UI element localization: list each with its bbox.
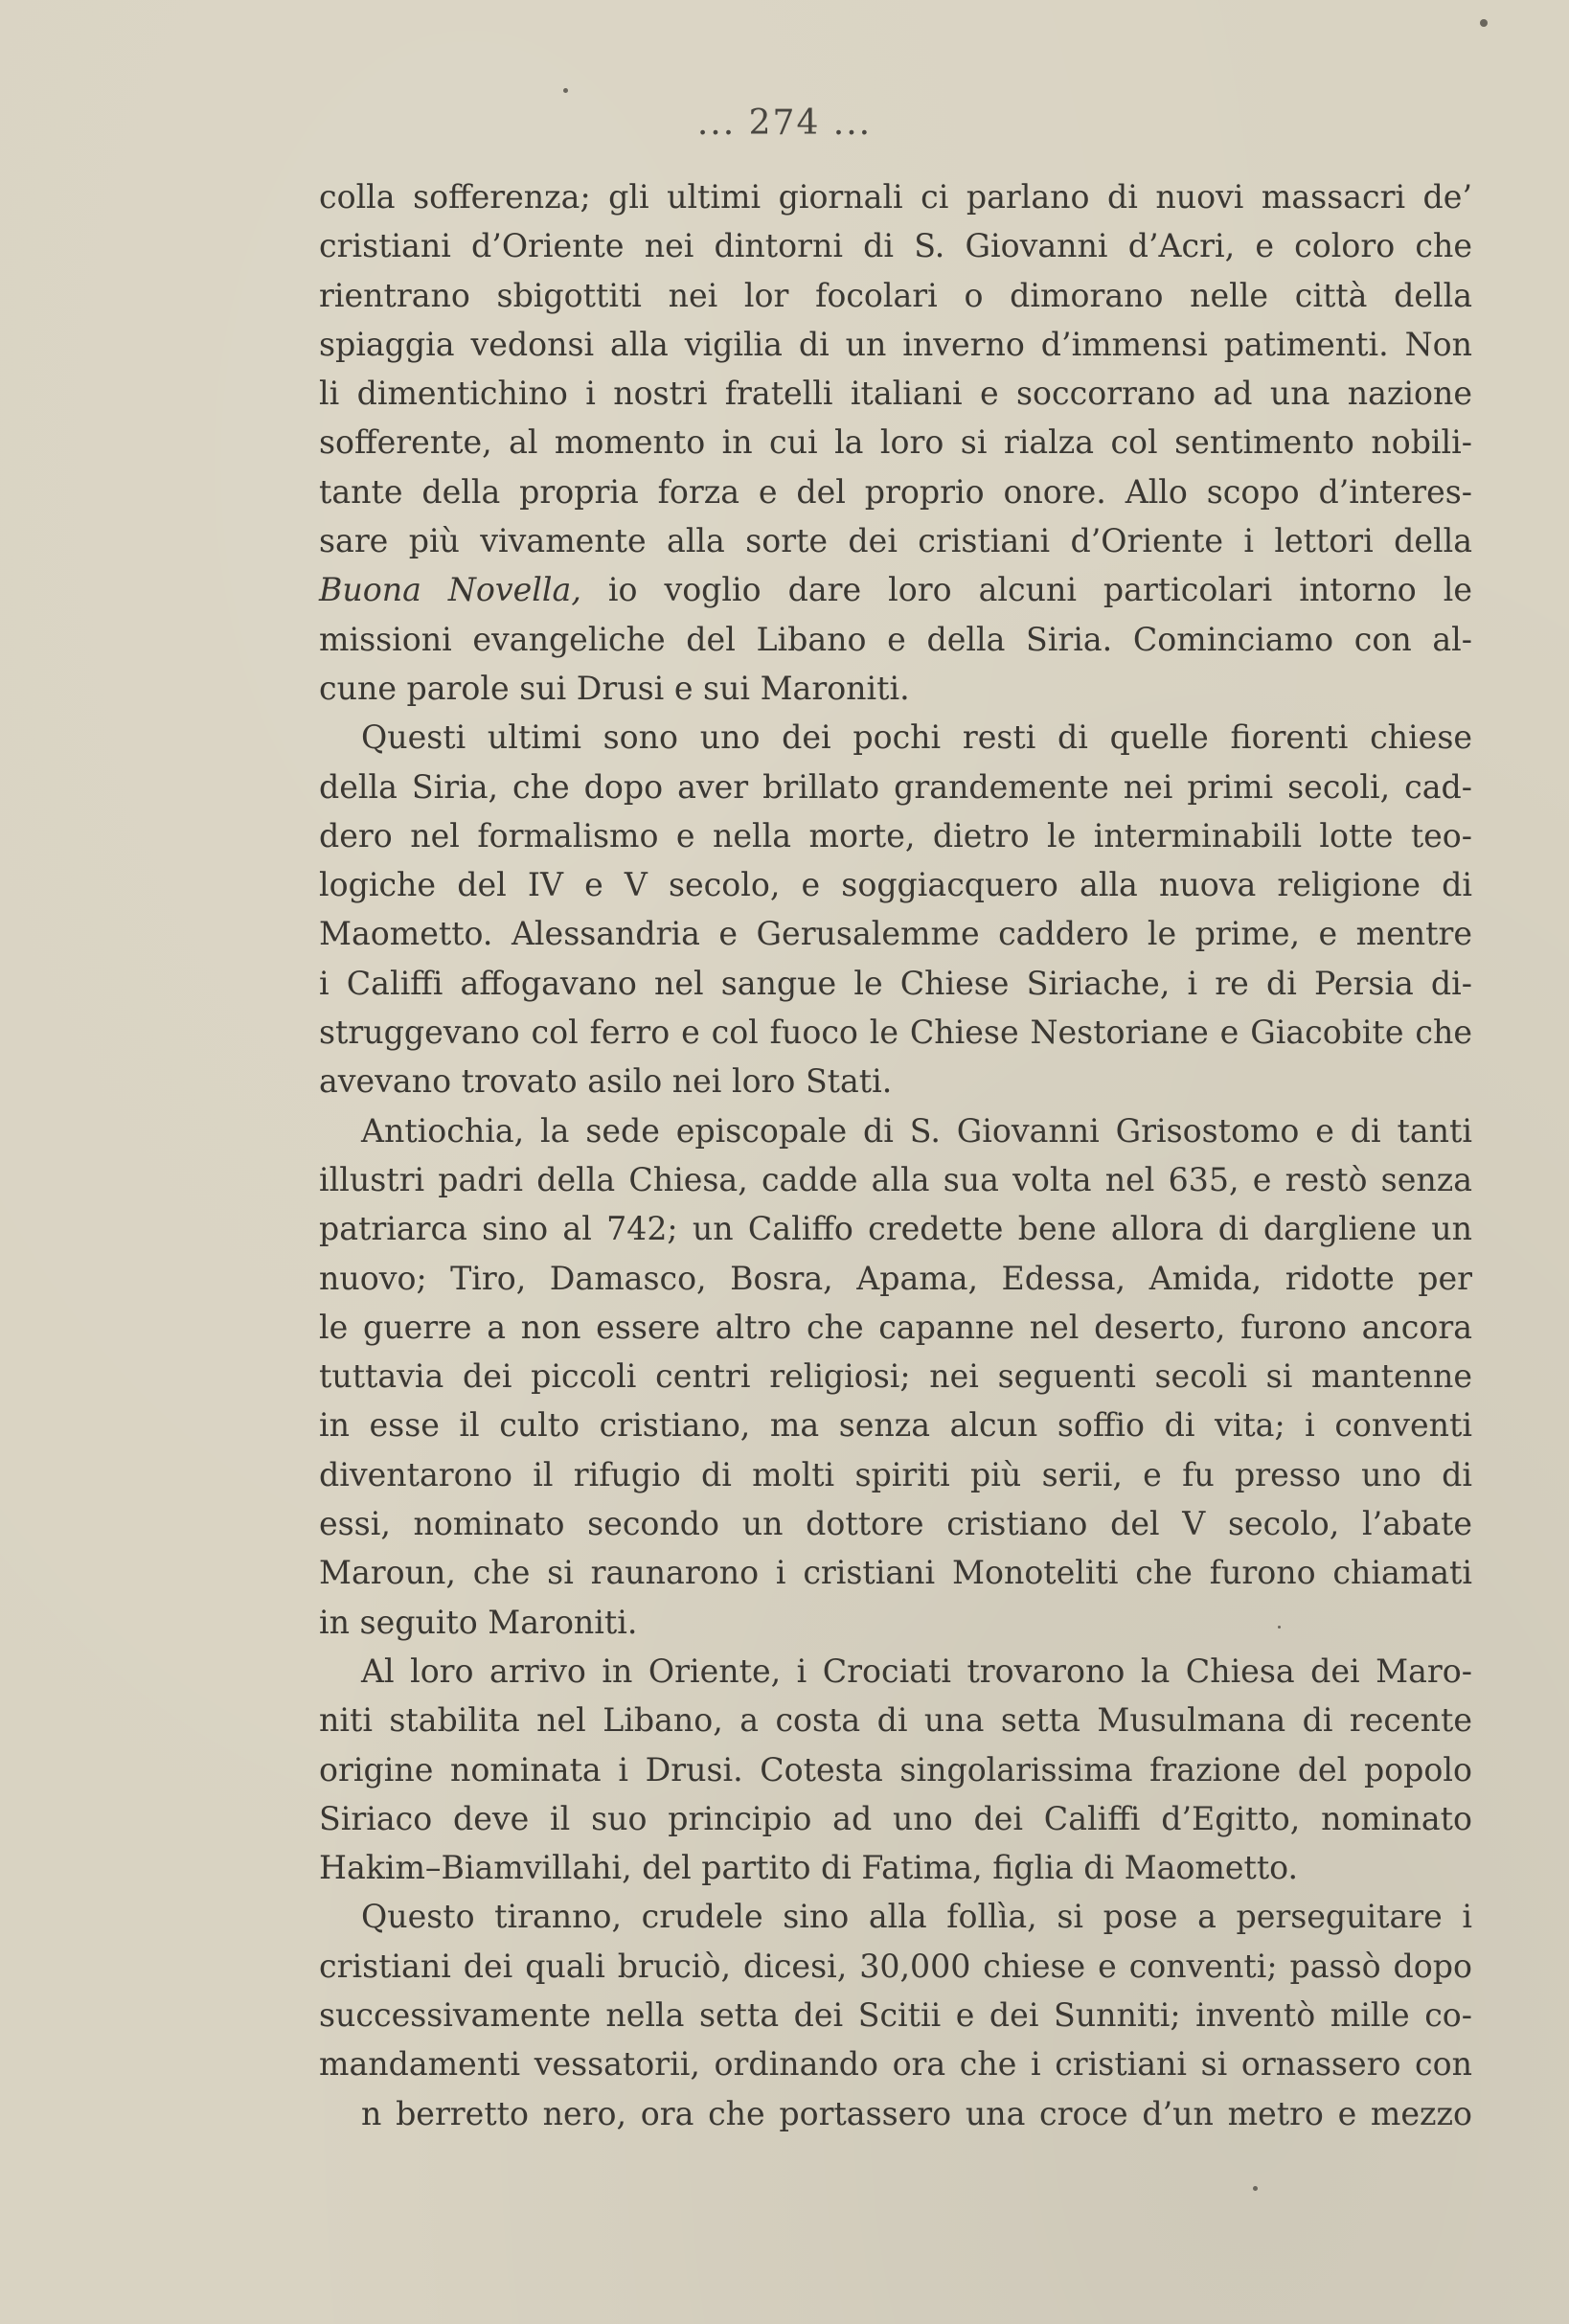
text-line: le guerre a non essere altro che capanne nel deserto, furono ancora bbox=[319, 1308, 1472, 1346]
text-line: rientrano sbigottiti nei lor focolari o dimorano nelle città della bbox=[319, 276, 1472, 314]
text-line: successivamente nella setta dei Scitii e dei Sunniti; inventò mille co- bbox=[319, 1995, 1472, 2034]
text-line: origine nominata i Drusi. Cotesta singolarissima frazione del popolo bbox=[319, 1750, 1472, 1789]
text-line: missioni evangeliche del Libano e della Siria. Cominciamo con al- bbox=[319, 620, 1472, 658]
text-line: illustri padri della Chiesa, cadde alla sua volta nel 635, e restò senza bbox=[319, 1160, 1472, 1198]
text-line: tuttavia dei piccoli centri religiosi; nei seguenti secoli si mantenne bbox=[319, 1357, 1472, 1396]
text-line: in esse il culto cristiano, ma senza alcun soffio di vita; i conventi bbox=[319, 1406, 1472, 1445]
text-line: Maroun, che si raunarono i cristiani Monoteliti che furono chiamati bbox=[319, 1554, 1472, 1592]
paragraph bbox=[319, 1647, 1472, 1892]
text-line: cristiani dei quali bruciò, dicesi, 30,000 chiese e conventi; passò dopo bbox=[319, 1947, 1472, 1985]
text-line: i Califfi affogavano nel sangue le Chiese Siriache, i re di Persia di- bbox=[319, 964, 1472, 1002]
text-line: mandamenti vessatorii, ordinando ora che i cristiani si ornassero con bbox=[319, 2045, 1472, 2084]
paragraph bbox=[319, 1106, 1472, 1647]
text-line: in seguito Maroniti. bbox=[319, 1603, 638, 1641]
text-line: Questi ultimi sono uno dei pochi resti di quelle fiorenti chiese bbox=[361, 718, 1472, 757]
text-line: sare più vivamente alla sorte dei cristiani d’Oriente i lettori della bbox=[319, 522, 1472, 560]
text-line: Questo tiranno, crudele sino alla follìa, si pose a perseguitare i bbox=[361, 1898, 1472, 1936]
text-line: sofferente, al momento in cui la loro si rialza col sentimento nobili- bbox=[319, 423, 1472, 462]
text-line: Siriaco deve il suo principio ad uno dei Califfi d’Egitto, nominato bbox=[319, 1799, 1472, 1837]
paper-speck bbox=[1480, 19, 1488, 27]
text-line-rest: io voglio dare loro alcuni particolari intorno le bbox=[580, 571, 1472, 609]
paragraph bbox=[319, 713, 1472, 1105]
paper-speck bbox=[1278, 1626, 1281, 1629]
text-line: Hakim–Biamvillahi, del partito di Fatima, figlia di Maometto. bbox=[319, 1849, 1299, 1887]
text-line: diventarono il rifugio di molti spiriti più serii, e fu presso uno di bbox=[319, 1455, 1472, 1493]
body-text bbox=[319, 172, 1472, 2138]
text-line: Maometto. Alessandria e Gerusalemme caddero le prime, e mentre bbox=[319, 915, 1472, 953]
text-line: cristiani d’Oriente nei dintorni di S. Giovanni d’Acri, e coloro che bbox=[319, 227, 1472, 265]
text-line: Al loro arrivo in Oriente, i Crociati trovarono la Chiesa dei Maro- bbox=[361, 1652, 1472, 1690]
text-line: n berretto nero, ora che portassero una croce d’un metro e mezzo bbox=[361, 2094, 1472, 2132]
text-line: Antiochia, la sede episcopale di S. Giovanni Grisostomo e di tanti bbox=[361, 1111, 1472, 1150]
text-line: niti stabilita nel Libano, a costa di una setta Musulmana di recente bbox=[319, 1701, 1472, 1740]
page-number: ... 274 ... bbox=[696, 103, 873, 143]
italic-title: Buona Novella, bbox=[319, 571, 581, 609]
text-line: dero nel formalismo e nella morte, dietro le interminabili lotte teo- bbox=[319, 816, 1472, 854]
text-line: colla sofferenza; gli ultimi giornali ci parlano di nuovi massacri de’ bbox=[319, 178, 1472, 216]
text-line: patriarca sino al 742; un Califfo credette bene allora di dargliene un bbox=[319, 1210, 1472, 1248]
text-line: struggevano col ferro e col fuoco le Chiese Nestoriane e Giacobite che bbox=[319, 1014, 1472, 1052]
paper-speck bbox=[563, 88, 568, 93]
paper-speck bbox=[1253, 2186, 1258, 2191]
paragraph bbox=[319, 1892, 1472, 2137]
text-line: cune parole sui Drusi e sui Maroniti. bbox=[319, 669, 910, 707]
text-line: li dimentichino i nostri fratelli italiani e soccorrano ad una nazione bbox=[319, 375, 1472, 413]
paragraph bbox=[319, 172, 1472, 713]
text-line-with-italic bbox=[319, 565, 1472, 614]
text-line: nuovo; Tiro, Damasco, Bosra, Apama, Edessa, Amida, ridotte per bbox=[319, 1259, 1472, 1297]
text-line: spiaggia vedonsi alla vigilia di un inverno d’immensi patimenti. Non bbox=[319, 325, 1472, 363]
text-line: tante della propria forza e del proprio onore. Allo scopo d’interes- bbox=[319, 472, 1472, 511]
text-line: essi, nominato secondo un dottore cristiano del V secolo, l’abate bbox=[319, 1505, 1472, 1543]
text-line: logiche del IV e V secolo, e soggiacquero alla nuova religione di bbox=[319, 866, 1472, 904]
text-line: avevano trovato asilo nei loro Stati. bbox=[319, 1062, 893, 1101]
text-line: della Siria, che dopo aver brillato grandemente nei primi secoli, cad- bbox=[319, 767, 1472, 806]
